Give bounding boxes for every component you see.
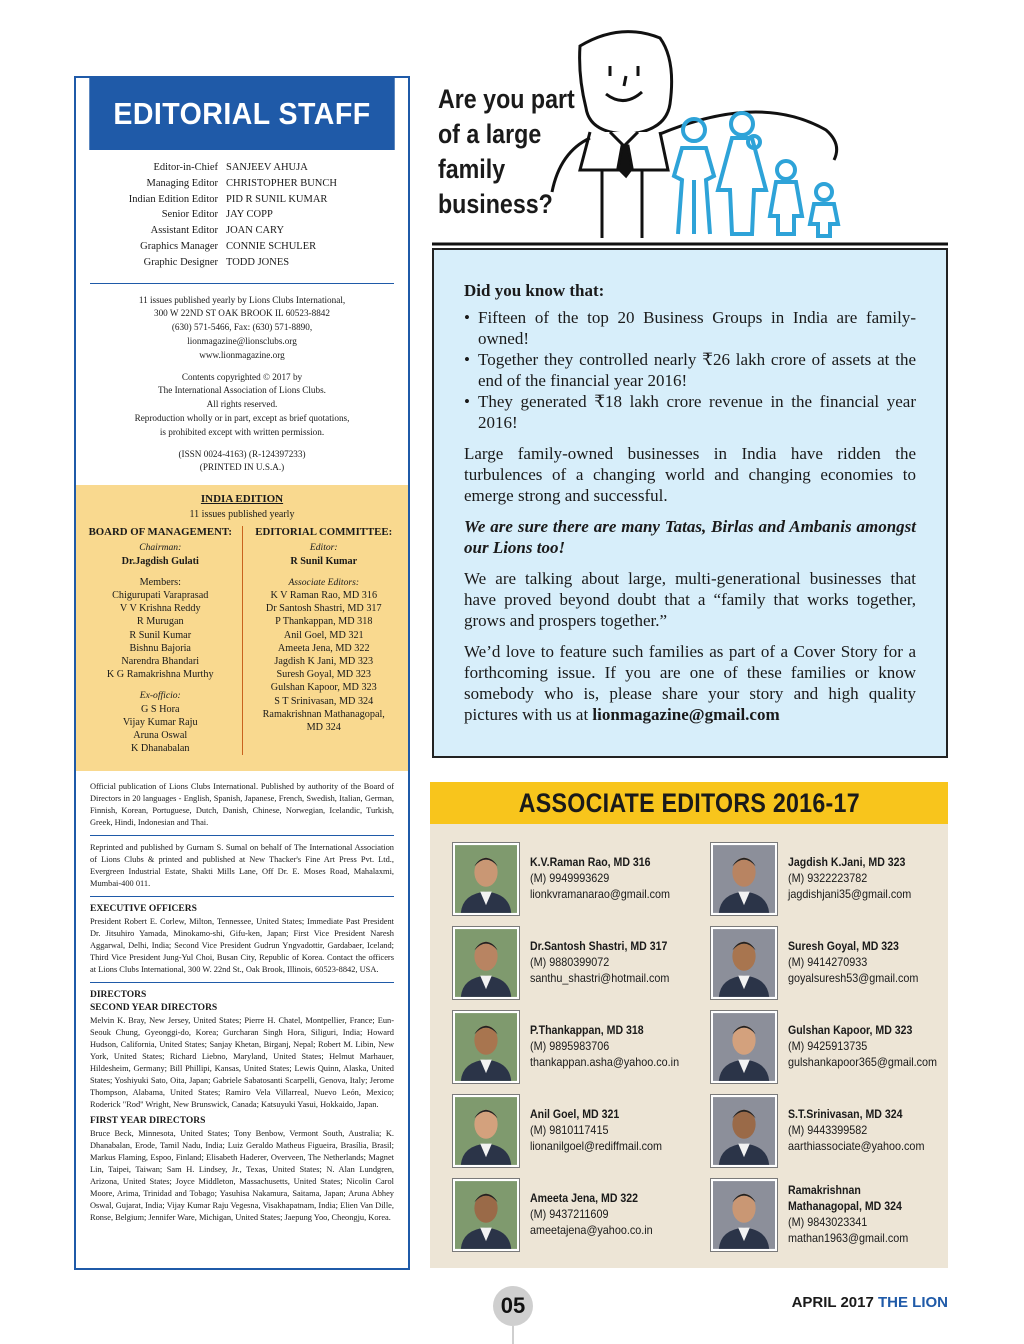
editorial-committee bbox=[243, 526, 403, 755]
editor-phone: (M) 9810117415 bbox=[530, 1123, 609, 1137]
editor-photo bbox=[452, 1010, 520, 1084]
staff-role: Editor-in-Chief bbox=[153, 162, 218, 173]
editor-info bbox=[530, 938, 686, 986]
editor-photo bbox=[710, 1094, 778, 1168]
staff-name: SANJEEV AHUJA bbox=[226, 162, 308, 173]
editor-info bbox=[788, 1106, 940, 1154]
question-line: Are you part bbox=[438, 84, 575, 114]
exofficio-name: Aruna Oswal bbox=[133, 729, 188, 741]
editor-name: Ameeta Jena, MD 322 bbox=[530, 1191, 639, 1205]
member-name: Bishnu Bajoria bbox=[129, 642, 191, 654]
india-edition-subtitle: 11 issues published yearly bbox=[189, 509, 295, 521]
editor-phone: (M) 9322223782 bbox=[788, 871, 868, 885]
associate-editors-title: ASSOCIATE EDITORS 2016-17 bbox=[518, 787, 860, 818]
associate-name: Ameeta Jena, MD 322 bbox=[277, 642, 370, 654]
editor-phone: (M) 9414270933 bbox=[788, 955, 868, 969]
question-line: business? bbox=[438, 189, 553, 219]
associate-editor-card bbox=[452, 842, 702, 916]
member-name: Narendra Bhandari bbox=[121, 655, 200, 667]
second-year-text: Melvin K. Bray, New Jersey, United States; Pierre H. Chatel, Montpellier, France; Eun-Seouk Chung, Gyeonggi-do, Korea; Gurcharan Singh Hora, Siliguri, India; Howard Hudson, California, United States; Sanjay Khetan, Birganj, Nepal; Robert M. Libin, New York, United States; Richard Liebno, Maryland, United States; Helmut Marhauer, Hildesheim, Germany; Bill Phillipi, Kansas, United States; Lewis Quinn, Alaska, United States; Yoshiyuki Sato, Oita, Japan; Gabriele Sabatosanti Scarpelli, Genova, Italy; Jerome Thompson, Alabama, United States; Ramiro Vela Villarreal, Nuevo León, Mexico; Roderick "Rod" Wright, New Brunswick, Canada; Katsuyuki Yasui, Hokkaido, Japan. bbox=[90, 1016, 394, 1110]
member-name: Chigurupati Varaprasad bbox=[112, 589, 209, 601]
exofficio-name: Vijay Kumar Raju bbox=[122, 716, 198, 728]
associate-name: S T Srinivasan, MD 324 bbox=[274, 695, 374, 707]
associate-editor-card bbox=[452, 1094, 702, 1168]
editor-info bbox=[530, 854, 686, 902]
portrait-icon bbox=[455, 929, 517, 997]
editor-email-link[interactable]: aarthiassociate@yahoo.com bbox=[788, 1139, 925, 1153]
directors-title: DIRECTORS bbox=[90, 990, 147, 1001]
editor-label: Editor: bbox=[309, 542, 338, 554]
first-year-text: Bruce Beck, Minnesota, United States; Tony Benbow, Vermont South, Australia; K. Dhanabalan, Erode, Tamil Nadu, India; Luiz Geraldo Matheus Figueira, Brasília, Brasil; Markus Flaming, Espoo, Finland; Elisabeth Haderer, Overveen, The Netherlands; Magnet Lin, Taipei, Taiwan; Sam H. Lindsey, Jr., Texas, United States; N. Alan Lundgren, Arizona, United States; Joyce Middleton, Massachusetts, United States; Nicolin Carol Moore, Arima, Trinidad and Tobago; Yasuhisa Nakamura, Saitama, Japan; Aruna Abhey Oswal, Gujarat, India; Vijay Kumar Raju Vegesna, Visakhapatnam, India; Elien Van Dille, Ronse, Belgium; Jennifer Ware, Michigan, United States; Jaepung Yoo, Cheongju, Korea. bbox=[90, 1129, 394, 1223]
editorial-staff-panel bbox=[74, 76, 410, 1270]
portrait-icon bbox=[455, 1097, 517, 1165]
directors bbox=[76, 989, 408, 1224]
staff-role: Indian Edition Editor bbox=[128, 193, 218, 205]
exofficio-name: G S Hora bbox=[141, 703, 180, 715]
associate-name: Jagdish K Jani, MD 323 bbox=[274, 655, 374, 667]
editor-name: P.Thankappan, MD 318 bbox=[530, 1023, 644, 1037]
member-name: V V Krishna Reddy bbox=[119, 603, 201, 615]
editor-email-link[interactable]: ameetajena@yahoo.co.in bbox=[530, 1223, 653, 1237]
associate-editor-card bbox=[452, 1178, 702, 1252]
portrait-icon bbox=[713, 1097, 775, 1165]
portrait-icon bbox=[713, 1181, 775, 1249]
copyright-line: All rights reserved. bbox=[206, 399, 278, 410]
associate-name: P Thankappan, MD 318 bbox=[275, 616, 373, 628]
associate-editor-card bbox=[710, 1178, 960, 1252]
editor-email-link[interactable]: lionkvramanarao@gmail.com bbox=[530, 887, 671, 901]
editor-email-link[interactable]: jagdishjani35@gmail.com bbox=[788, 887, 912, 901]
staff-list bbox=[76, 150, 408, 271]
staff-name: CHRISTOPHER BUNCH bbox=[226, 177, 337, 189]
staff-row bbox=[76, 207, 408, 223]
editor-photo bbox=[710, 1178, 778, 1252]
editor-photo bbox=[710, 1010, 778, 1084]
staff-row bbox=[76, 160, 408, 176]
staff-name: CONNIE SCHULER bbox=[226, 240, 317, 252]
staff-name: PID R SUNIL KUMAR bbox=[226, 193, 328, 205]
chairman-label: Chairman: bbox=[139, 542, 182, 554]
editor-name: K.V.Raman Rao, MD 316 bbox=[530, 855, 651, 869]
editor-email-link[interactable]: lionanilgoel@rediffmail.com bbox=[530, 1139, 663, 1153]
pub-website: www.lionmagazine.org bbox=[199, 349, 285, 360]
editor-info bbox=[788, 938, 933, 986]
editor-name: Anil Goel, MD 321 bbox=[530, 1107, 620, 1121]
editor-info bbox=[530, 1022, 696, 1070]
first-year-title: FIRST YEAR DIRECTORS bbox=[90, 1116, 206, 1127]
associate-name: Suresh Goyal, MD 323 bbox=[276, 669, 371, 681]
copyright-line: Reproduction wholly or in part, except as brief quotations, bbox=[134, 412, 350, 423]
issue-date: APRIL 2017 bbox=[791, 1294, 874, 1311]
editor-name: R Sunil Kumar bbox=[290, 555, 358, 567]
callout-paragraph: Large family-owned businesses in India have ridden the turbulences of a changing world and changing economies to emerge strong and successful. bbox=[464, 444, 916, 505]
official-publication-note: Official publication of Lions Clubs International. Published by authority of the Board of Directors in 20 languages - English, Spanish, Japanese, French, Swedish, Italian, German, Finnish, Korean, Portuguese, Dutch, Danish, Chinese, Norwegian, Icelandic, Turkish, Greek, Hindi, Indonesian and Thai. bbox=[90, 782, 394, 828]
associate-editor-card bbox=[710, 926, 960, 1000]
associate-name: K V Raman Rao, MD 316 bbox=[270, 589, 378, 601]
members-label: Members: bbox=[139, 576, 181, 588]
editor-info bbox=[788, 854, 925, 902]
executive-text: President Robert E. Corlew, Milton, Tennessee, United States; Immediate Past President Dr. Jitsuhiro Yamada, Minokamo-shi, Gifu-ken, Japan; First Vice President Naresh Aggarwal, Delhi, India; Second Vice President Gudrun Yngvadottir, Gardabaer, Iceland; Third Vice President Jung-Yul Choi, Busan City, Republic of Korea. Contact the officers at Lions Clubs International, 300 W. 22nd St., Oak Brook, Illinois, 60523-8842, USA. bbox=[90, 917, 394, 975]
reprint-note: Reprinted and published by Gurnam S. Sumal on behalf of The International Association of Lions Clubs & printed and published at New Thacker's Fine Art Press Pvt. Ltd., Evergreen Industrial Estate, Shakti Mills Lane, Off Dr. E. Moses Road, Mahalaxmi, Mumbai-400 011. bbox=[90, 843, 394, 889]
portrait-icon bbox=[713, 845, 775, 913]
portrait-icon bbox=[713, 1013, 775, 1081]
promo-question bbox=[438, 82, 575, 222]
exofficio-label: Ex-officio: bbox=[139, 690, 181, 702]
editor-email-link[interactable]: gulshankapoor365@gmail.com bbox=[788, 1055, 938, 1069]
portrait-icon bbox=[713, 929, 775, 997]
editor-info bbox=[788, 1182, 922, 1246]
callout-emphasis: We are sure there are many Tatas, Birlas and Ambanis amongst our Lions too! bbox=[464, 517, 916, 557]
staff-name: TODD JONES bbox=[226, 256, 290, 268]
board-header: BOARD OF MANAGEMENT: bbox=[88, 526, 232, 539]
staff-role: Graphic Designer bbox=[143, 256, 218, 268]
printed-line: (PRINTED IN U.S.A.) bbox=[199, 462, 285, 473]
portrait-icon bbox=[455, 1181, 517, 1249]
staff-role: Managing Editor bbox=[146, 177, 218, 189]
associate-name: Dr Santosh Shastri, MD 317 bbox=[265, 603, 382, 615]
editor-phone: (M) 9443399582 bbox=[788, 1123, 868, 1137]
staff-row bbox=[76, 223, 408, 239]
staff-row bbox=[76, 239, 408, 255]
associate-editor-card bbox=[452, 1010, 702, 1084]
associates-label: Associate Editors: bbox=[288, 576, 360, 588]
editor-photo bbox=[710, 842, 778, 916]
fact-item: • They generated ₹18 lakh crore revenue in the financial year 2016! bbox=[464, 391, 916, 433]
editor-info bbox=[788, 1022, 954, 1070]
staff-role: Senior Editor bbox=[161, 209, 218, 221]
fact-item: • Together they controlled nearly ₹26 lakh crore of assets at the end of the financial year 2016! bbox=[464, 349, 916, 391]
staff-row bbox=[76, 255, 408, 271]
divider bbox=[90, 982, 394, 983]
editor-name: Suresh Goyal, MD 323 bbox=[788, 939, 899, 953]
copyright-line: is prohibited except with written permission. bbox=[159, 426, 325, 437]
pub-line: 300 W 22ND ST OAK BROOK IL 60523-8842 bbox=[153, 308, 330, 319]
associate-editors-header bbox=[430, 782, 948, 824]
question-line: of a large bbox=[438, 119, 542, 149]
copyright-line: The International Association of Lions Clubs. bbox=[158, 385, 326, 396]
fact-item: • Fifteen of the top 20 Business Groups in India are family-owned! bbox=[464, 307, 916, 349]
associate-editor-card bbox=[710, 1010, 960, 1084]
editor-phone: (M) 9425913735 bbox=[788, 1039, 868, 1053]
editorial-staff-title: EDITORIAL STAFF bbox=[89, 78, 394, 150]
editor-info bbox=[530, 1190, 666, 1238]
staff-row bbox=[76, 176, 408, 192]
associate-editor-card bbox=[710, 842, 960, 916]
page-number-stem bbox=[512, 1326, 514, 1344]
editor-email-link[interactable]: goyalsuresh53@gmail.com bbox=[788, 971, 919, 985]
editor-photo bbox=[452, 842, 520, 916]
associate-name: Gulshan Kapoor, MD 323 bbox=[270, 682, 377, 694]
portrait-icon bbox=[455, 845, 517, 913]
pub-line: 11 issues published yearly by Lions Clubs International, bbox=[138, 294, 346, 305]
pub-email: lionmagazine@lionsclubs.org bbox=[187, 335, 297, 346]
associate-editor-card bbox=[710, 1094, 960, 1168]
divider bbox=[90, 896, 394, 897]
editor-name: Mathanagopal, MD 324 bbox=[788, 1199, 902, 1213]
question-line: family bbox=[438, 154, 506, 184]
editor-phone: (M) 9949993629 bbox=[530, 871, 610, 885]
cta-text: We’d love to feature such families as part of a Cover Story for a forthcoming issue. If you are one of these families or know somebody who is, please share your story and high quality pictures with us at bbox=[464, 642, 916, 724]
publication-info bbox=[76, 294, 408, 476]
contact-email-link[interactable]: lionmagazine@gmail.com bbox=[592, 705, 780, 724]
member-name: R Murugan bbox=[136, 616, 184, 628]
india-edition-title: INDIA EDITION bbox=[200, 493, 284, 506]
committee-header: EDITORIAL COMMITTEE: bbox=[255, 526, 393, 539]
did-you-know-heading: Did you know that: bbox=[464, 281, 605, 300]
staff-role: Assistant Editor bbox=[150, 225, 218, 237]
board-of-management bbox=[82, 526, 243, 755]
callout-paragraph: We are talking about large, multi-generational businesses that have proved beyond doubt that a “family that works together, grows and prospers together.” bbox=[464, 569, 916, 630]
editor-email-link[interactable]: thankappan.asha@yahoo.co.in bbox=[530, 1055, 680, 1069]
editor-phone: (M) 9895983706 bbox=[530, 1039, 610, 1053]
divider bbox=[90, 835, 394, 836]
editor-name: Ramakrishnan bbox=[788, 1183, 861, 1197]
issue-footer bbox=[792, 1294, 948, 1311]
editor-phone: (M) 9437211609 bbox=[530, 1207, 609, 1221]
editor-phone: (M) 9843023341 bbox=[788, 1215, 868, 1229]
executive-title: EXECUTIVE OFFICERS bbox=[90, 904, 197, 915]
member-name: R Sunil Kumar bbox=[129, 629, 192, 641]
editor-name: S.T.Srinivasan, MD 324 bbox=[788, 1107, 903, 1121]
member-name: K G Ramakrishna Murthy bbox=[106, 669, 214, 681]
editor-name: Jagdish K.Jani, MD 323 bbox=[788, 855, 906, 869]
second-year-title: SECOND YEAR DIRECTORS bbox=[90, 1003, 218, 1014]
family-business-callout bbox=[432, 248, 948, 758]
editor-email-link[interactable]: santhu_shastri@hotmail.com bbox=[530, 971, 670, 985]
pub-line: (630) 571-5466, Fax: (630) 571-8890, bbox=[171, 322, 313, 333]
callout-paragraph-cta bbox=[464, 641, 916, 725]
facts-list bbox=[464, 307, 916, 433]
india-edition-panel bbox=[76, 485, 408, 771]
staff-name: JOAN CARY bbox=[226, 225, 285, 237]
associate-name: Ramakrishnan Mathanagopal, bbox=[262, 708, 385, 720]
page-number: 05 bbox=[493, 1286, 533, 1326]
exofficio-name: K Dhanabalan bbox=[130, 743, 190, 755]
associate-name: Anil Goel, MD 321 bbox=[283, 629, 364, 641]
editor-photo bbox=[452, 1178, 520, 1252]
family-icons bbox=[674, 113, 838, 236]
portrait-icon bbox=[455, 1013, 517, 1081]
chairman-name: Dr.Jagdish Gulati bbox=[121, 555, 199, 567]
executive-officers bbox=[76, 903, 408, 976]
staff-row bbox=[76, 192, 408, 208]
associate-editor-card bbox=[452, 926, 702, 1000]
copyright-line: Contents copyrighted © 2017 by bbox=[181, 371, 303, 382]
editor-info bbox=[530, 1106, 677, 1154]
editor-photo bbox=[710, 926, 778, 1000]
editor-phone: (M) 9880399072 bbox=[530, 955, 610, 969]
staff-name: JAY COPP bbox=[226, 209, 273, 221]
editor-name: Dr.Santosh Shastri, MD 317 bbox=[530, 939, 668, 953]
editor-email-link[interactable]: mathan1963@gmail.com bbox=[788, 1231, 909, 1245]
issn-line: (ISSN 0024-4163) (R-124397233) bbox=[178, 448, 306, 459]
editor-photo bbox=[452, 926, 520, 1000]
editor-photo bbox=[452, 1094, 520, 1168]
divider bbox=[90, 283, 394, 284]
magazine-name: THE LION bbox=[878, 1294, 948, 1311]
editor-name: Gulshan Kapoor, MD 323 bbox=[788, 1023, 913, 1037]
associate-name: MD 324 bbox=[306, 721, 341, 733]
staff-role: Graphics Manager bbox=[140, 240, 218, 252]
